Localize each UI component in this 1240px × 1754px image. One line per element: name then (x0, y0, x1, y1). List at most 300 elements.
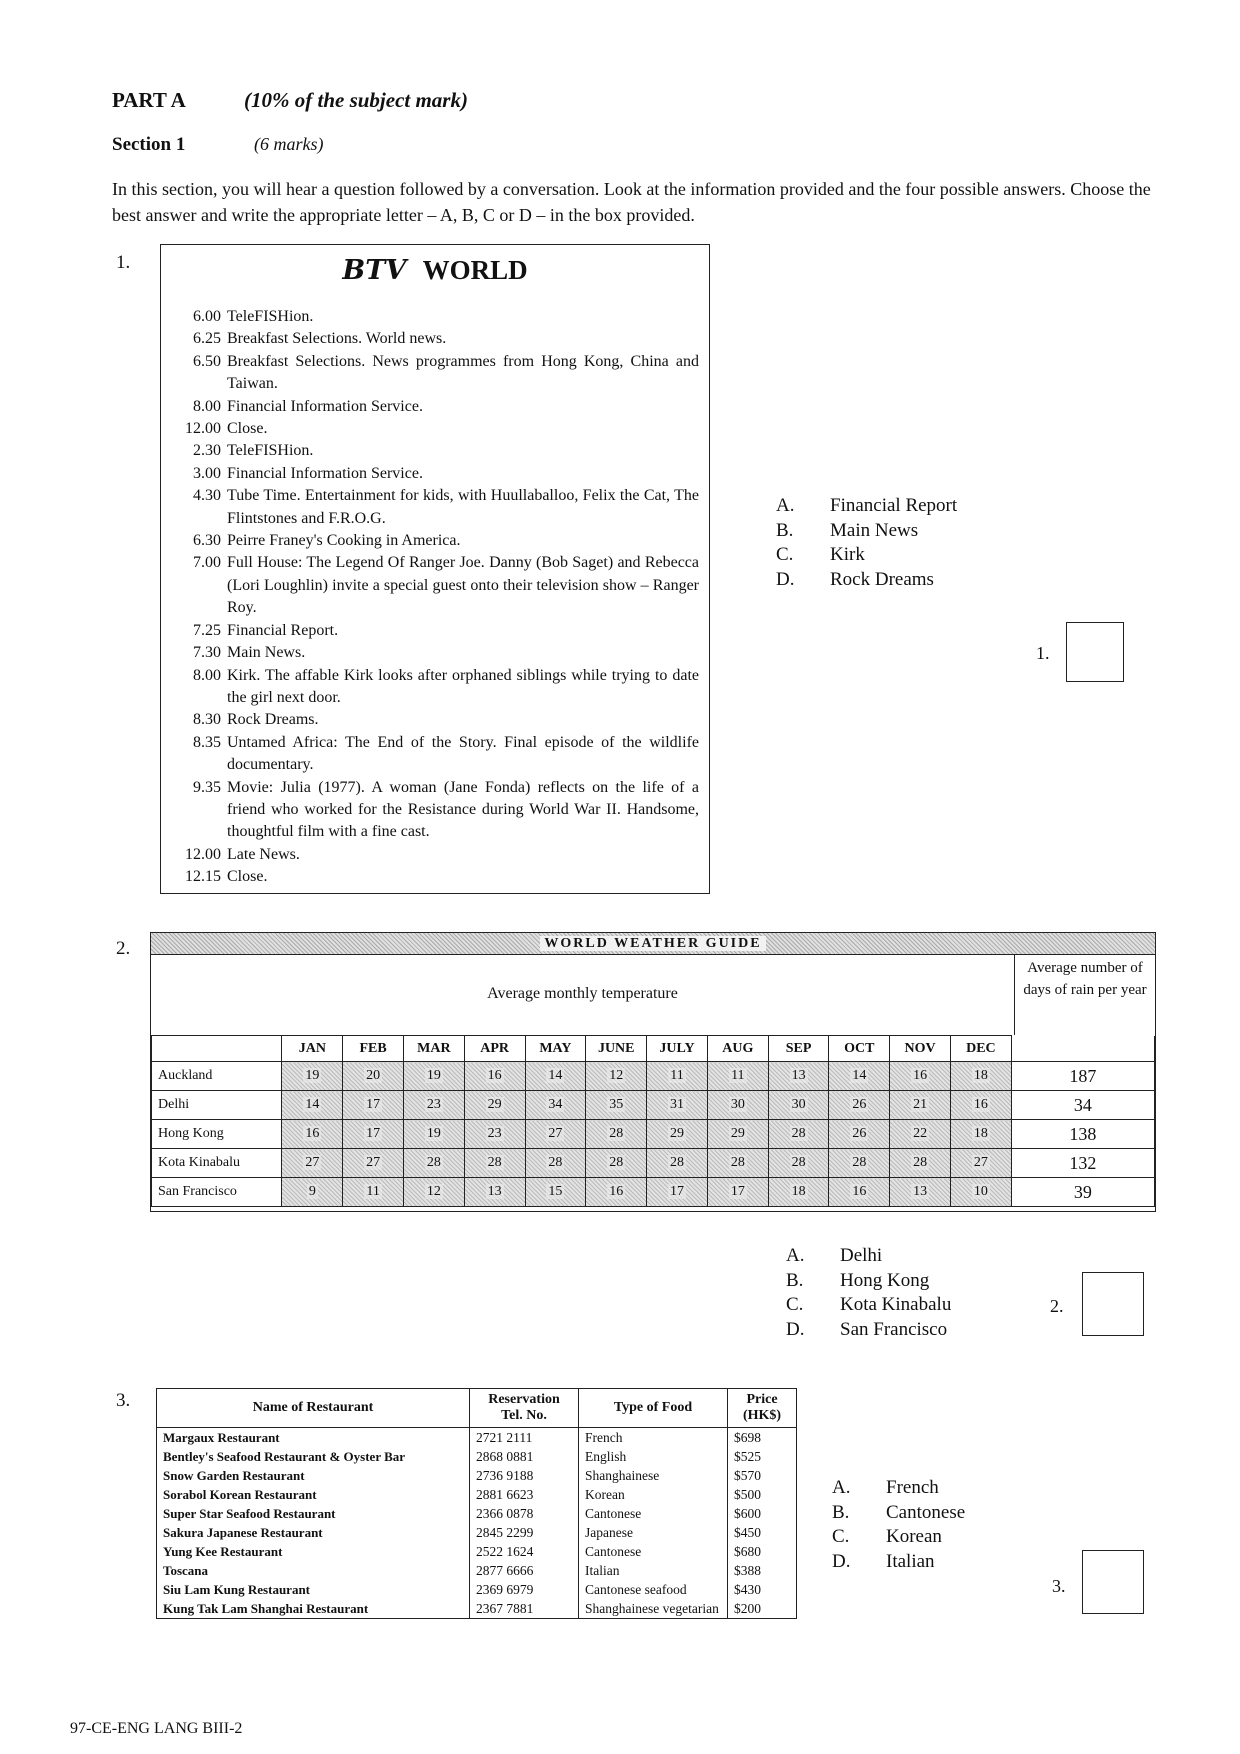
month-header: APR (464, 1036, 525, 1062)
temperature-value: 16 (852, 1184, 867, 1199)
temperature-value: 11 (670, 1068, 684, 1083)
month-header: MAR (403, 1036, 464, 1062)
restaurant-row (157, 1504, 797, 1523)
temperature-value: 13 (487, 1184, 502, 1199)
schedule-item (169, 709, 699, 731)
schedule-time: 9.35 (193, 778, 221, 796)
answer-option (786, 1293, 951, 1318)
restaurant-food: Cantonese (579, 1504, 728, 1523)
temperature-cell (951, 1120, 1012, 1149)
temperature-cell (586, 1120, 647, 1149)
weather-row (152, 1091, 1155, 1120)
option-letter: C. (786, 1294, 804, 1315)
month-header: JAN (282, 1036, 343, 1062)
weather-row (152, 1062, 1155, 1091)
tv-schedule (160, 244, 710, 894)
month-header: JUNE (586, 1036, 647, 1062)
option-text: French (886, 1477, 939, 1498)
month-header: DEC (951, 1036, 1012, 1062)
city-name: Auckland (152, 1062, 282, 1091)
weather-row (152, 1178, 1155, 1207)
schedule-description: Movie: Julia (1977). A woman (Jane Fonda) reflects on the life of a friend who worked for the Resistance during World War II. Handsome, thoughtful film with a fine cast. (227, 778, 699, 841)
temperature-value: 13 (791, 1068, 806, 1083)
question-2-number: 2. (116, 938, 131, 959)
temperature-cell (343, 1120, 404, 1149)
temperature-cell (282, 1178, 343, 1207)
rain-days: 132 (1011, 1149, 1154, 1178)
option-text: Financial Report (830, 495, 958, 516)
temperature-value: 26 (852, 1126, 867, 1141)
temperature-value: 27 (366, 1155, 381, 1170)
schedule-item (169, 485, 699, 530)
temperature-value: 12 (609, 1068, 624, 1083)
option-text: Main News (830, 519, 919, 541)
restaurant-tel: 2868 0881 (470, 1447, 579, 1466)
answer-option (832, 1501, 965, 1526)
restaurant-name: Margaux Restaurant (157, 1428, 470, 1448)
schedule-item (169, 665, 699, 710)
schedule-time: 6.30 (193, 532, 221, 550)
restaurant-food: Italian (579, 1561, 728, 1580)
schedule-description: Late News. (227, 845, 300, 863)
restaurant-header-name: Name of Restaurant (157, 1389, 470, 1428)
temperature-cell (951, 1178, 1012, 1207)
schedule-time: 8.00 (193, 666, 221, 684)
temperature-cell (343, 1091, 404, 1120)
schedule-item (169, 530, 699, 552)
schedule-description: Tube Time. Entertainment for kids, with Huullaballoo, Felix the Cat, The Flintstones and F.R.O.G. (227, 487, 699, 527)
option-letter: A. (776, 495, 795, 516)
weather-row (152, 1120, 1155, 1149)
temperature-cell (951, 1091, 1012, 1120)
temperature-cell (707, 1062, 768, 1091)
schedule-item (169, 463, 699, 485)
temperature-cell (768, 1178, 829, 1207)
schedule-time: 6.00 (193, 308, 221, 325)
schedule-time: 8.00 (193, 397, 221, 415)
temperature-cell (464, 1091, 525, 1120)
question-3-number: 3. (116, 1390, 131, 1411)
schedule-time: 12.15 (185, 868, 221, 886)
option-letter: D. (832, 1550, 851, 1572)
temperature-value: 28 (487, 1155, 502, 1170)
temperature-cell (647, 1062, 708, 1091)
question-3-options (832, 1476, 965, 1574)
schedule-description: Breakfast Selections. World news. (227, 330, 447, 348)
temperature-value: 28 (426, 1155, 441, 1170)
weather-header-city (152, 1036, 282, 1062)
restaurant-row (157, 1428, 797, 1448)
temperature-value: 18 (791, 1184, 806, 1199)
temperature-value: 27 (305, 1155, 320, 1170)
temperature-value: 19 (426, 1126, 441, 1141)
schedule-description: Full House: The Legend Of Ranger Joe. Danny (Bob Saget) and Rebecca (Lori Loughlin) invite a special guest onto their television show – Ranger Roy. (227, 554, 699, 617)
answer-option (832, 1525, 965, 1550)
schedule-description: Close. (227, 868, 268, 886)
temperature-cell (890, 1091, 951, 1120)
temperature-cell (647, 1120, 708, 1149)
section-mark-note: (6 marks) (254, 134, 324, 154)
schedule-item (169, 866, 699, 888)
answer-box-1[interactable] (1066, 622, 1124, 682)
temperature-value: 28 (791, 1155, 806, 1170)
temperature-cell (707, 1091, 768, 1120)
rain-days: 39 (1011, 1178, 1154, 1207)
temperature-cell (829, 1091, 890, 1120)
temperature-value: 17 (730, 1184, 745, 1199)
restaurant-price: $430 (728, 1580, 797, 1599)
temperature-value: 29 (487, 1097, 502, 1112)
rain-header-cell (1011, 1036, 1154, 1062)
restaurant-price: $388 (728, 1561, 797, 1580)
temperature-value: 14 (305, 1097, 320, 1112)
restaurant-price: $680 (728, 1542, 797, 1561)
temperature-value: 20 (366, 1068, 381, 1083)
temperature-cell (282, 1120, 343, 1149)
restaurant-row (157, 1447, 797, 1466)
answer-option (786, 1244, 951, 1269)
part-title: PART A (112, 88, 186, 112)
temperature-value: 14 (548, 1068, 563, 1083)
weather-banner (151, 933, 1155, 955)
restaurant-tel: 2522 1624 (470, 1542, 579, 1561)
temperature-value: 26 (852, 1097, 867, 1112)
channel-title: WORLD (422, 255, 528, 285)
temperature-value: 23 (426, 1097, 441, 1112)
part-mark-note: (10% of the subject mark) (244, 88, 468, 112)
restaurant-price: $698 (728, 1428, 797, 1448)
schedule-item (169, 351, 699, 396)
temperature-cell (464, 1149, 525, 1178)
month-header: NOV (890, 1036, 951, 1062)
temperature-cell (829, 1178, 890, 1207)
temperature-cell (707, 1178, 768, 1207)
temperature-value: 14 (852, 1068, 867, 1083)
restaurant-name: Super Star Seafood Restaurant (157, 1504, 470, 1523)
temperature-value: 13 (913, 1184, 928, 1199)
temperature-value: 28 (609, 1155, 624, 1170)
temperature-cell (403, 1062, 464, 1091)
restaurant-tel: 2721 2111 (470, 1428, 579, 1448)
option-text: Kirk (830, 544, 865, 565)
restaurant-name: Kung Tak Lam Shanghai Restaurant (157, 1599, 470, 1619)
answer-option (776, 519, 957, 544)
restaurant-row (157, 1542, 797, 1561)
option-letter: D. (776, 568, 795, 590)
temperature-value: 21 (913, 1097, 928, 1112)
restaurant-row (157, 1485, 797, 1504)
temperature-value: 18 (973, 1126, 988, 1141)
temperature-cell (586, 1062, 647, 1091)
schedule-time: 7.30 (193, 644, 221, 662)
restaurant-name: Yung Kee Restaurant (157, 1542, 470, 1561)
temperature-cell (525, 1120, 586, 1149)
temperature-cell (525, 1178, 586, 1207)
restaurant-name: Sakura Japanese Restaurant (157, 1523, 470, 1542)
restaurant-row (157, 1580, 797, 1599)
temperature-cell (525, 1062, 586, 1091)
schedule-item (169, 328, 699, 350)
temperature-value: 17 (366, 1126, 381, 1141)
temperature-value: 19 (426, 1068, 441, 1083)
temperature-cell (525, 1149, 586, 1178)
temperature-value: 28 (609, 1126, 624, 1141)
temperature-value: 31 (670, 1097, 685, 1112)
schedule-time: 12.00 (185, 420, 221, 438)
restaurant-tel: 2367 7881 (470, 1599, 579, 1619)
answer-option (776, 568, 957, 593)
temperature-cell (890, 1149, 951, 1178)
schedule-time: 7.00 (193, 554, 221, 572)
temperature-value: 12 (426, 1184, 441, 1199)
answer-box-3-label: 3. (1052, 1576, 1066, 1596)
month-header: FEB (343, 1036, 404, 1062)
schedule-item (169, 844, 699, 866)
temperature-value: 19 (305, 1068, 320, 1083)
option-text: Korean (886, 1526, 942, 1547)
restaurant-row (157, 1561, 797, 1580)
temperature-value: 10 (973, 1184, 988, 1199)
answer-option (786, 1318, 951, 1343)
restaurant-name: Sorabol Korean Restaurant (157, 1485, 470, 1504)
schedule-description: TeleFISHion. (227, 442, 314, 460)
schedule-description: Financial Report. (227, 621, 339, 639)
option-text: Italian (886, 1550, 935, 1572)
temperature-value: 29 (670, 1126, 685, 1141)
option-letter: B. (832, 1501, 850, 1523)
restaurant-price: $570 (728, 1466, 797, 1485)
option-text: Rock Dreams (830, 568, 934, 590)
weather-subtitle: Average monthly temperature (151, 955, 1015, 1035)
temperature-cell (343, 1178, 404, 1207)
answer-option (832, 1550, 965, 1575)
temperature-cell (403, 1091, 464, 1120)
temperature-cell (403, 1120, 464, 1149)
rain-days: 34 (1011, 1091, 1154, 1120)
restaurant-food: Shanghainese vegetarian (579, 1599, 728, 1619)
restaurant-name: Bentley's Seafood Restaurant & Oyster Bar (157, 1447, 470, 1466)
temperature-cell (282, 1149, 343, 1178)
restaurant-name: Snow Garden Restaurant (157, 1466, 470, 1485)
option-text: Kota Kinabalu (840, 1294, 952, 1315)
answer-option (776, 494, 957, 519)
option-letter: A. (832, 1477, 851, 1498)
temperature-cell (951, 1149, 1012, 1178)
schedule-description: Rock Dreams. (227, 711, 319, 729)
restaurant-tel: 2369 6979 (470, 1580, 579, 1599)
temperature-value: 11 (731, 1068, 745, 1083)
restaurant-name: Siu Lam Kung Restaurant (157, 1580, 470, 1599)
schedule-item (169, 642, 699, 664)
answer-box-3[interactable] (1082, 1550, 1144, 1614)
month-header: AUG (707, 1036, 768, 1062)
schedule-item (169, 418, 699, 440)
answer-option (776, 543, 957, 568)
temperature-cell (586, 1178, 647, 1207)
option-letter: A. (786, 1245, 805, 1266)
weather-table (151, 1035, 1155, 1207)
question-1-number: 1. (116, 252, 131, 273)
restaurant-tel: 2881 6623 (470, 1485, 579, 1504)
option-text: Cantonese (886, 1501, 966, 1523)
answer-box-1-label: 1. (1036, 643, 1050, 663)
restaurant-food: Cantonese seafood (579, 1580, 728, 1599)
schedule-description: Financial Information Service. (227, 397, 423, 415)
month-header: MAY (525, 1036, 586, 1062)
temperature-cell (282, 1062, 343, 1091)
temperature-value: 30 (730, 1097, 745, 1112)
schedule-description: Breakfast Selections. News programmes from Hong Kong, China and Taiwan. (227, 352, 699, 393)
city-name: Delhi (152, 1091, 282, 1120)
temperature-cell (890, 1062, 951, 1091)
weather-row (152, 1149, 1155, 1178)
question-1-options (776, 494, 957, 592)
schedule-time: 8.30 (193, 711, 221, 729)
weather-guide (150, 932, 1156, 1212)
temperature-cell (707, 1120, 768, 1149)
schedule-time: 12.00 (185, 845, 221, 863)
schedule-item (169, 732, 699, 777)
restaurant-food: Japanese (579, 1523, 728, 1542)
temperature-cell (768, 1091, 829, 1120)
temperature-cell (951, 1062, 1012, 1091)
temperature-value: 29 (730, 1126, 745, 1141)
schedule-time: 6.50 (193, 352, 221, 370)
option-text: Hong Kong (840, 1269, 930, 1291)
restaurant-price: $525 (728, 1447, 797, 1466)
temperature-value: 16 (487, 1068, 502, 1083)
schedule-item (169, 440, 699, 462)
temperature-value: 18 (973, 1068, 988, 1083)
temperature-cell (403, 1178, 464, 1207)
temperature-value: 28 (852, 1155, 867, 1170)
temperature-cell (647, 1149, 708, 1178)
schedule-item (169, 306, 699, 328)
schedule-description: TeleFISHion. (227, 308, 314, 325)
answer-option (832, 1476, 965, 1501)
channel-logo: BTV (342, 255, 407, 286)
temperature-cell (768, 1062, 829, 1091)
restaurant-price: $600 (728, 1504, 797, 1523)
tv-schedule-title (161, 255, 709, 286)
temperature-cell (525, 1091, 586, 1120)
temperature-cell (403, 1149, 464, 1178)
rain-days: 138 (1011, 1120, 1154, 1149)
schedule-time: 4.30 (193, 487, 221, 505)
month-header: JULY (647, 1036, 708, 1062)
temperature-cell (343, 1062, 404, 1091)
schedule-time: 3.00 (193, 464, 221, 482)
temperature-cell (586, 1091, 647, 1120)
answer-box-2[interactable] (1082, 1272, 1144, 1336)
schedule-time: 2.30 (193, 442, 221, 460)
restaurant-row (157, 1466, 797, 1485)
temperature-value: 9 (308, 1184, 316, 1199)
temperature-cell (282, 1091, 343, 1120)
temperature-cell (464, 1062, 525, 1091)
temperature-value: 34 (548, 1097, 563, 1112)
temperature-cell (768, 1149, 829, 1178)
temperature-value: 11 (366, 1184, 380, 1199)
option-text: San Francisco (840, 1318, 948, 1340)
restaurant-header-tel: Reservation Tel. No. (470, 1389, 579, 1428)
temperature-value: 17 (366, 1097, 381, 1112)
temperature-cell (890, 1178, 951, 1207)
schedule-time: 8.35 (193, 733, 221, 751)
schedule-description: Peirre Franey's Cooking in America. (227, 532, 461, 550)
temperature-value: 23 (487, 1126, 502, 1141)
temperature-cell (586, 1149, 647, 1178)
temperature-value: 16 (973, 1097, 988, 1112)
question-2-options (786, 1244, 951, 1342)
instructions: In this section, you will hear a question followed by a conversation. Look at the information provided and the four possible answers. Choose the best answer and write the appropriate letter – A, B, C or D – in the box provided. (112, 179, 1151, 225)
temperature-value: 16 (609, 1184, 624, 1199)
temperature-value: 28 (548, 1155, 563, 1170)
schedule-description: Close. (227, 420, 268, 438)
temperature-cell (829, 1062, 890, 1091)
temperature-value: 15 (548, 1184, 563, 1199)
option-letter: B. (776, 519, 794, 541)
rain-header: Average number of days of rain per year (1023, 960, 1147, 998)
temperature-value: 30 (791, 1097, 806, 1112)
schedule-time: 6.25 (193, 330, 221, 348)
schedule-description: Financial Information Service. (227, 464, 423, 482)
schedule-item (169, 777, 699, 844)
temperature-cell (829, 1120, 890, 1149)
temperature-cell (890, 1120, 951, 1149)
answer-option (786, 1269, 951, 1294)
restaurant-header-food: Type of Food (579, 1389, 728, 1428)
city-name: Hong Kong (152, 1120, 282, 1149)
schedule-item (169, 552, 699, 619)
restaurant-food: English (579, 1447, 728, 1466)
restaurant-price: $500 (728, 1485, 797, 1504)
temperature-value: 27 (973, 1155, 988, 1170)
restaurant-name: Toscana (157, 1561, 470, 1580)
temperature-cell (464, 1178, 525, 1207)
temperature-cell (647, 1091, 708, 1120)
temperature-value: 22 (913, 1126, 928, 1141)
answer-box-2-label: 2. (1050, 1296, 1064, 1316)
month-header: SEP (768, 1036, 829, 1062)
temperature-value: 17 (670, 1184, 685, 1199)
restaurant-food: Cantonese (579, 1542, 728, 1561)
temperature-cell (464, 1120, 525, 1149)
option-letter: C. (832, 1526, 850, 1547)
schedule-time: 7.25 (193, 621, 221, 639)
temperature-value: 28 (730, 1155, 745, 1170)
temperature-cell (707, 1149, 768, 1178)
temperature-value: 28 (913, 1155, 928, 1170)
schedule-list (169, 306, 699, 889)
restaurant-food: French (579, 1428, 728, 1448)
city-name: San Francisco (152, 1178, 282, 1207)
option-letter: D. (786, 1318, 805, 1340)
option-letter: B. (786, 1269, 804, 1291)
schedule-item (169, 396, 699, 418)
temperature-value: 28 (791, 1126, 806, 1141)
schedule-item (169, 620, 699, 642)
restaurant-price: $200 (728, 1599, 797, 1619)
page-footer: 97-CE-ENG LANG BIII-2 (70, 1720, 243, 1737)
restaurant-row (157, 1523, 797, 1542)
schedule-description: Kirk. The affable Kirk looks after orphaned siblings while trying to date the girl next door. (227, 666, 699, 706)
temperature-value: 28 (670, 1155, 685, 1170)
temperature-value: 27 (548, 1126, 563, 1141)
restaurant-tel: 2736 9188 (470, 1466, 579, 1485)
restaurant-tel: 2366 0878 (470, 1504, 579, 1523)
restaurant-header-price: Price (HK$) (728, 1389, 797, 1428)
